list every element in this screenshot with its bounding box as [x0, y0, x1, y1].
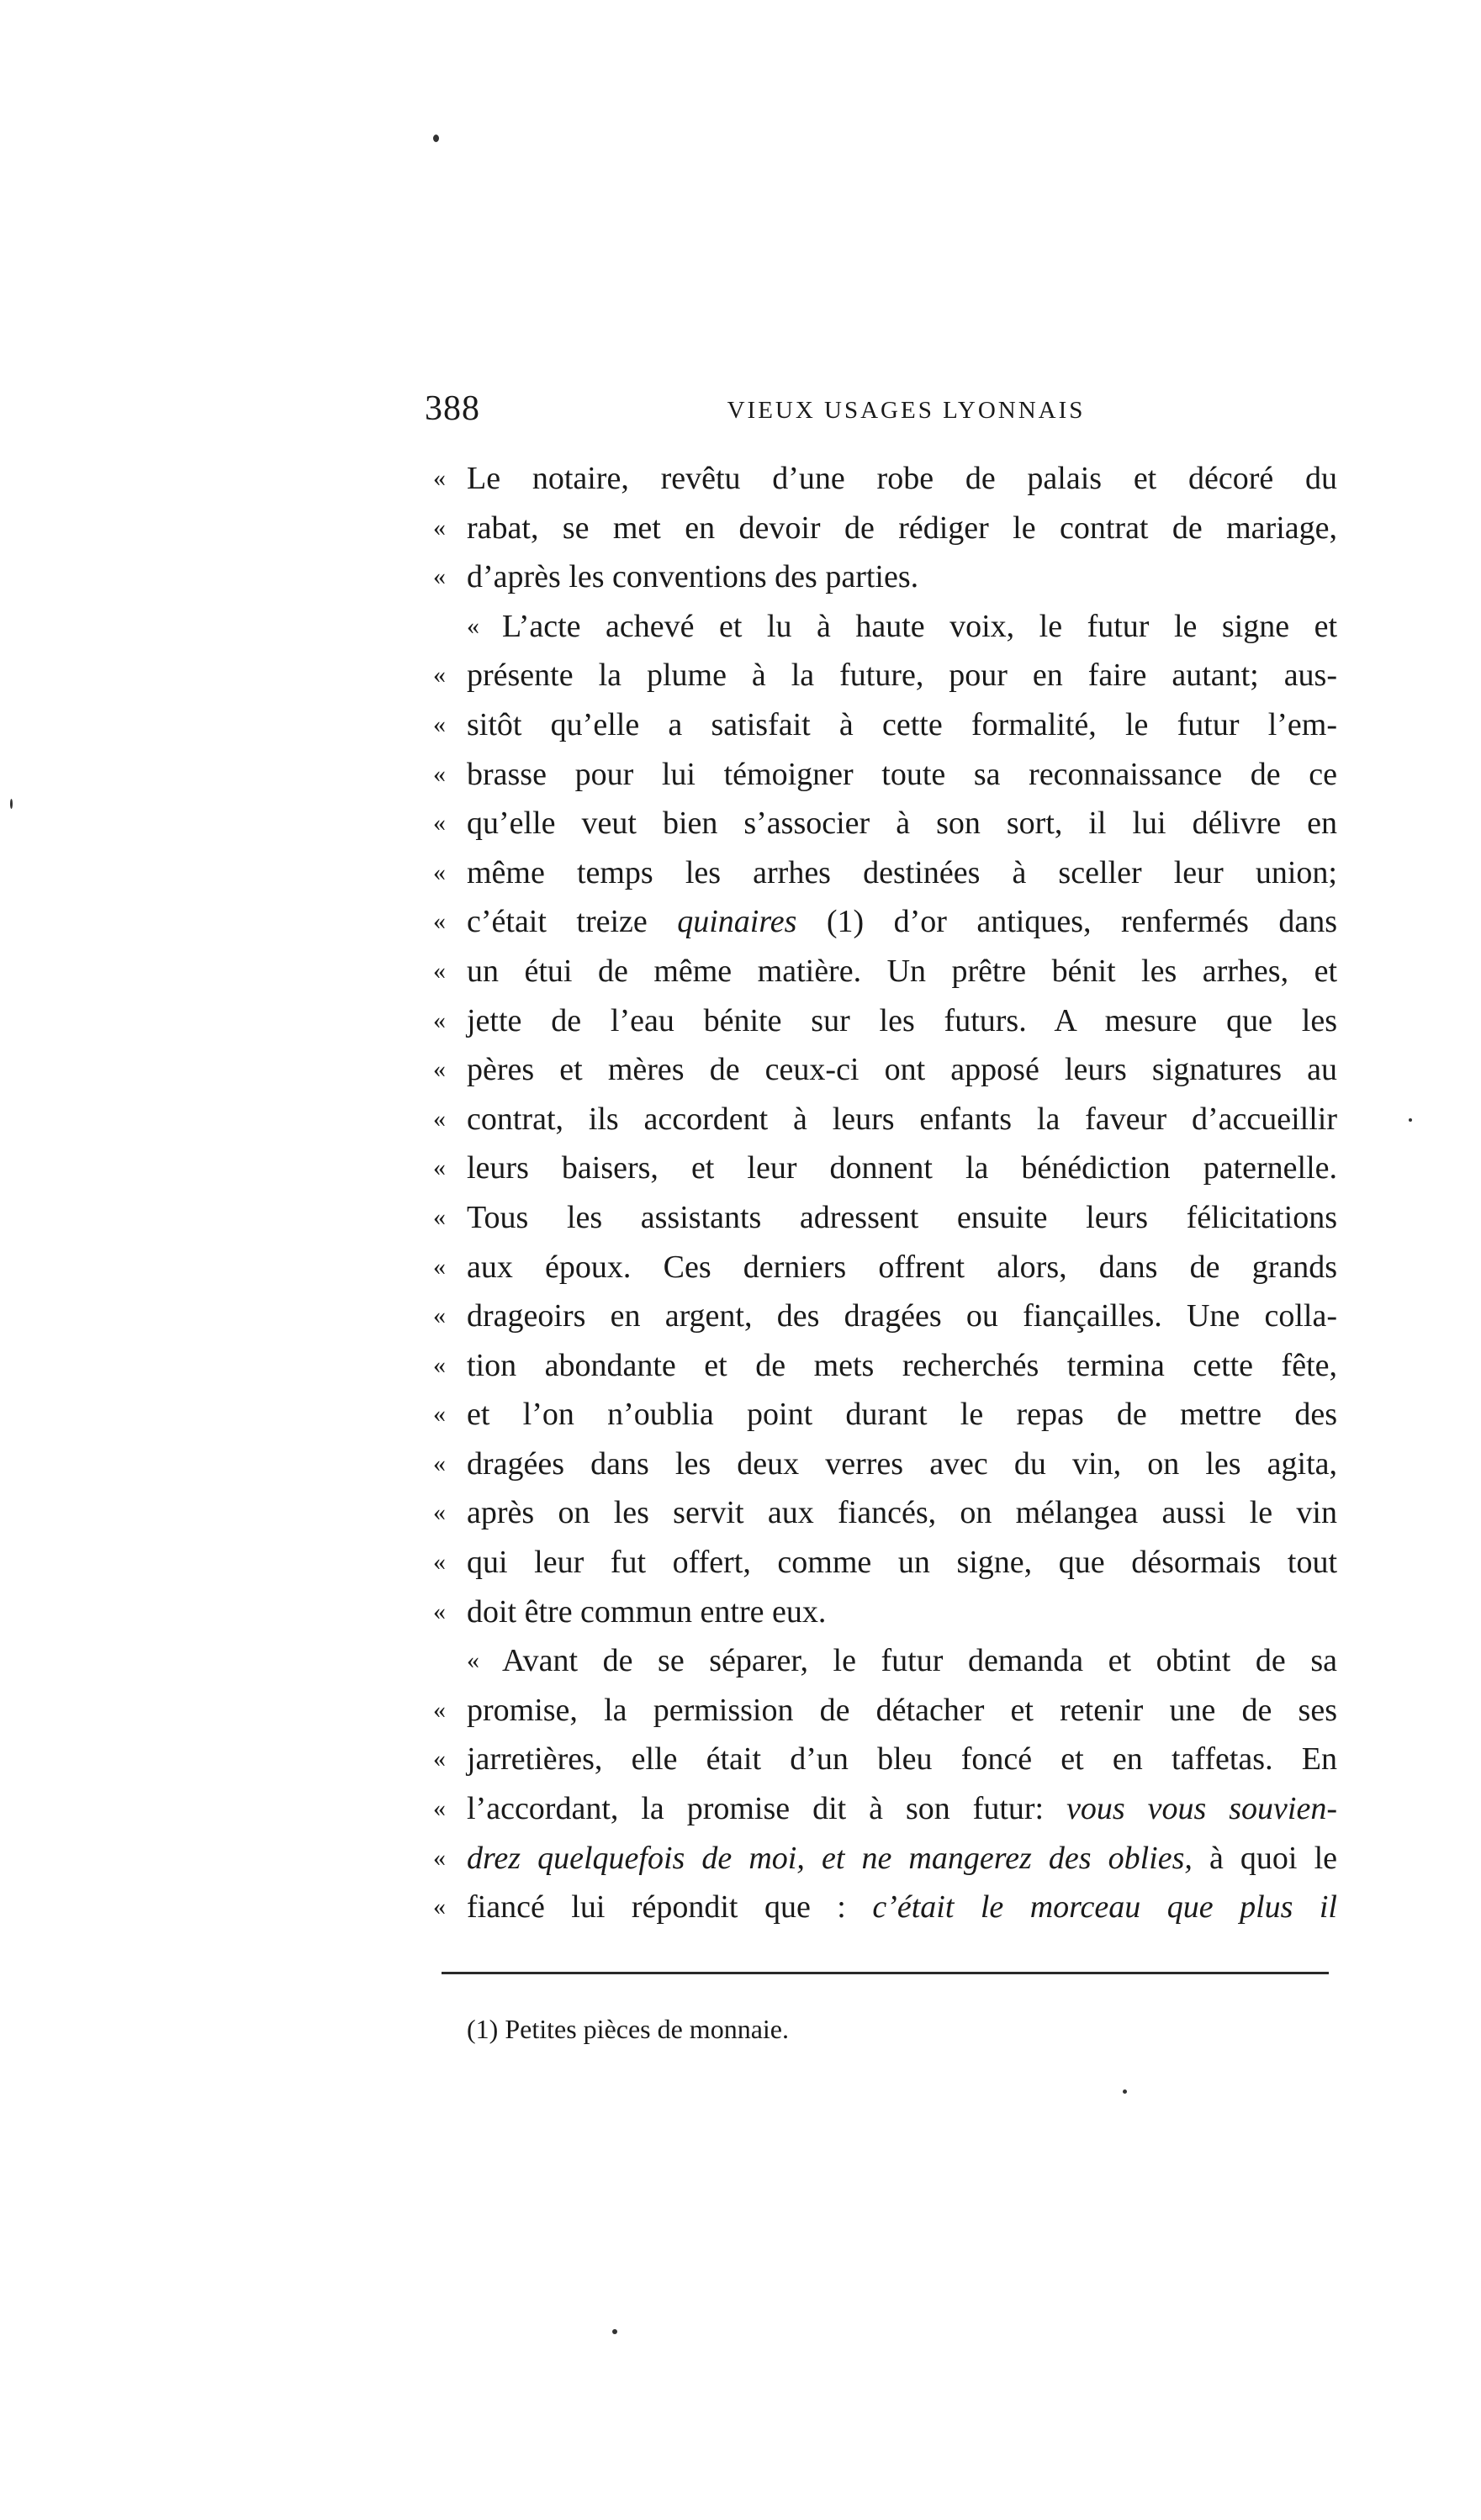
text-line: [425, 1784, 1337, 1834]
body-text: [425, 454, 1337, 1932]
guillemet: «: [433, 1794, 446, 1823]
guillemet: «: [433, 858, 446, 886]
running-head: [425, 388, 1337, 439]
line-text-roman: (1) d’or antiques, renfermés dans: [796, 904, 1337, 940]
line-text: sitôt qu’elle a satisfait à cette formalité, le futur l’em-: [467, 706, 1337, 742]
guillemet: «: [433, 1695, 446, 1724]
line-text: rabat, se met en devoir de rédiger le contrat de mariage,: [467, 510, 1337, 546]
text-line: [425, 750, 1337, 800]
line-text: et l’on n’oublia point durant le repas de mettre des: [467, 1397, 1337, 1433]
text-line: [425, 947, 1337, 996]
line-text: [467, 1883, 1337, 1932]
line-text: drageoirs en argent, des dragées ou fiançailles. Une colla-: [467, 1298, 1337, 1334]
line-text-italic: drez quelquefois de moi, et ne mangerez des oblies,: [467, 1840, 1193, 1876]
line-text: brasse pour lui témoigner toute sa reconnaissance de ce: [467, 756, 1337, 792]
text-line: [425, 1538, 1337, 1588]
text-line: [425, 1144, 1337, 1193]
text-line: [425, 504, 1337, 553]
text-line: [425, 1341, 1337, 1391]
line-text: un étui de même matière. Un prêtre bénit les arrhes, et: [467, 953, 1337, 989]
line-text: qui leur fut offert, comme un signe, que désormais tout: [467, 1545, 1337, 1581]
text-line: [425, 1243, 1337, 1292]
line-text: dragées dans les deux verres avec du vin, on les agita,: [467, 1445, 1337, 1482]
line-text-roman: à quoi le: [1192, 1840, 1337, 1876]
text-line: [425, 1636, 1337, 1686]
text-line: [425, 552, 1337, 602]
line-text-roman: fiancé lui répondit que :: [467, 1889, 873, 1926]
guillemet: «: [433, 759, 446, 788]
guillemet: «: [433, 1548, 446, 1577]
text-line: [425, 1193, 1337, 1243]
text-line: [425, 799, 1337, 848]
page-number: 388: [425, 389, 480, 428]
text-line: [425, 1045, 1337, 1095]
guillemet: «: [433, 907, 446, 936]
line-text: pères et mères de ceux-ci ont apposé leurs signatures au: [467, 1052, 1337, 1088]
text-line: [425, 1686, 1337, 1735]
guillemet: «: [433, 1745, 446, 1773]
guillemet: «: [433, 1449, 446, 1477]
line-text: Avant de se séparer, le futur demanda et obtint de sa: [502, 1643, 1337, 1679]
line-text: tion abondante et de mets recherchés termina cette fête,: [467, 1347, 1337, 1383]
line-text-italic: c’était le morceau que plus il: [872, 1889, 1337, 1926]
text-line: [425, 996, 1337, 1046]
guillemet: «: [433, 1597, 446, 1625]
text-line: [425, 1292, 1337, 1341]
line-text: qu’elle veut bien s’associer à son sort, il lui délivre en: [467, 806, 1337, 842]
guillemet: «: [433, 563, 446, 591]
line-text-italic: vous vous souvien-: [1066, 1791, 1337, 1827]
line-text: contrat, ils accordent à leurs enfants la faveur d’accueillir: [467, 1101, 1337, 1137]
text-line: [425, 1440, 1337, 1489]
line-text: jarretières, elle était d’un bleu foncé et en taffetas. En: [467, 1741, 1337, 1778]
guillemet: «: [433, 1104, 446, 1133]
line-text: [467, 1834, 1337, 1883]
line-text: après on les servit aux fiancés, on mélangea aussi le vin: [467, 1495, 1337, 1531]
text-line: [425, 1834, 1337, 1883]
print-speck: [433, 135, 439, 142]
guillemet: «: [433, 464, 446, 492]
line-text: d’après les conventions des parties.: [467, 559, 919, 595]
text-line: [425, 1735, 1337, 1784]
text-line: [425, 602, 1337, 652]
text-line: [425, 897, 1337, 947]
guillemet: «: [433, 1350, 446, 1379]
footnote-rule: [442, 1972, 1329, 1974]
guillemet: «: [433, 1202, 446, 1231]
guillemet: «: [433, 1843, 446, 1872]
guillemet: «: [433, 1498, 446, 1527]
guillemet: «: [433, 1400, 446, 1429]
guillemet: «: [433, 1893, 446, 1921]
guillemet: «: [467, 611, 479, 640]
line-text-italic: quinaires: [677, 904, 797, 940]
guillemet: «: [433, 661, 446, 689]
line-text: [467, 897, 1337, 947]
line-text: doit être commun entre eux.: [467, 1593, 827, 1630]
text-line: [425, 651, 1337, 700]
line-text: L’acte achevé et lu à haute voix, le futur le signe et: [502, 608, 1337, 644]
line-text: jette de l’eau bénite sur les futurs. A mesure que les: [467, 1002, 1337, 1038]
text-line: [425, 1588, 1337, 1637]
guillemet: «: [467, 1646, 479, 1675]
text-line: [425, 700, 1337, 750]
text-line: [425, 1095, 1337, 1144]
text-line: [425, 454, 1337, 504]
line-text: [467, 1784, 1337, 1834]
guillemet: «: [433, 1006, 446, 1034]
guillemet: «: [433, 710, 446, 738]
text-line: [425, 1883, 1337, 1932]
line-text-roman: l’accordant, la promise dit à son futur:: [467, 1791, 1067, 1827]
guillemet: «: [433, 513, 446, 542]
guillemet: «: [433, 1154, 446, 1182]
line-text: aux époux. Ces derniers offrent alors, dans de grands: [467, 1249, 1337, 1285]
line-text: promise, la permission de détacher et retenir une de ses: [467, 1692, 1337, 1728]
line-text: présente la plume à la future, pour en faire autant; aus-: [467, 658, 1337, 694]
line-text: même temps les arrhes destinées à sceller leur union;: [467, 854, 1337, 890]
text-line: [425, 1390, 1337, 1440]
guillemet: «: [433, 1302, 446, 1330]
line-text: Tous les assistants adressent ensuite leurs félicitations: [467, 1199, 1337, 1235]
print-speck: [10, 799, 13, 809]
print-speck: [1409, 1118, 1412, 1122]
line-text-roman: c’était treize: [467, 904, 678, 940]
guillemet: «: [433, 809, 446, 837]
print-speck: [612, 2329, 617, 2334]
line-text: leurs baisers, et leur donnent la bénédiction paternelle.: [467, 1150, 1337, 1186]
guillemet: «: [433, 1055, 446, 1084]
running-title: VIEUX USAGES LYONNAIS: [727, 397, 1086, 424]
guillemet: «: [433, 956, 446, 985]
text-line: [425, 1488, 1337, 1538]
guillemet: «: [433, 1252, 446, 1281]
footnote: (1) Petites pièces de monnaie.: [467, 2014, 789, 2044]
text-line: [425, 848, 1337, 898]
line-text: Le notaire, revêtu d’une robe de palais et décoré du: [467, 461, 1337, 496]
print-speck: [1123, 2089, 1127, 2094]
